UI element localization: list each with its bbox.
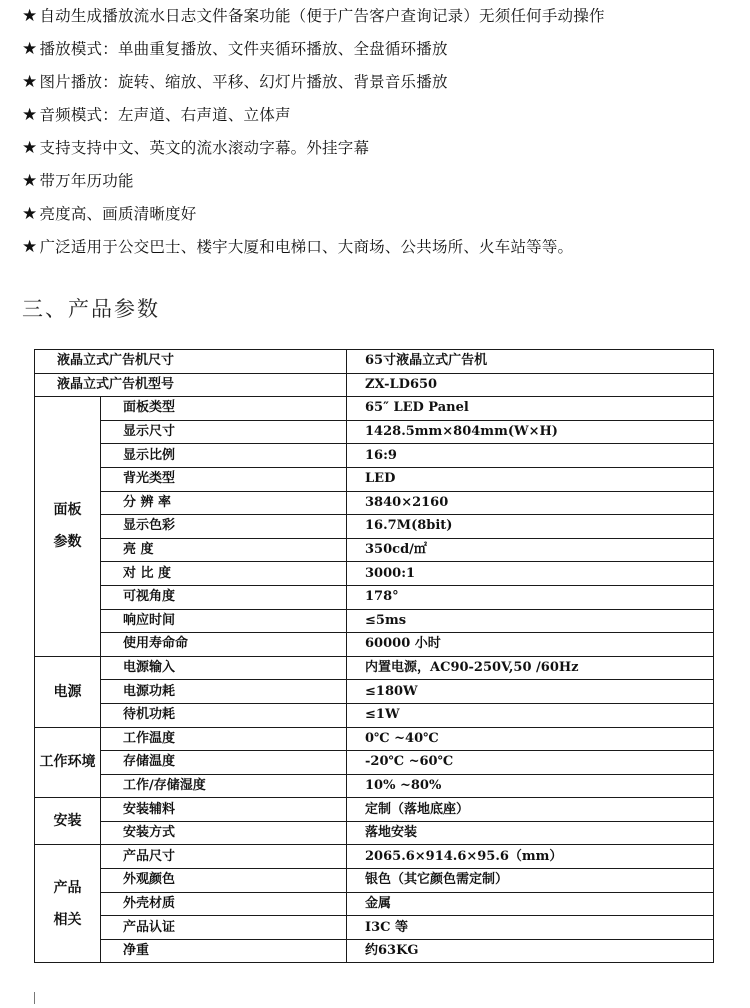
- page-edge-mark: [34, 992, 35, 1004]
- param-value: -20℃ ~60℃: [347, 751, 714, 775]
- star-icon: ★: [22, 6, 38, 26]
- star-icon: ★: [22, 72, 38, 92]
- group-label-line: 参数: [53, 534, 82, 551]
- table-row: [35, 869, 714, 893]
- param-value: ≤5ms: [347, 609, 714, 633]
- table-row: [35, 350, 714, 374]
- group-label: [35, 798, 101, 845]
- param-value: 金属: [347, 892, 714, 916]
- table-row: [35, 821, 714, 845]
- feature-text: 支持支持中文、英文的流水滚动字幕。外挂字幕: [39, 139, 370, 157]
- feature-text: 图片播放：旋转、缩放、平移、幻灯片播放、背景音乐播放: [39, 73, 448, 91]
- param-label: 电源功耗: [101, 680, 347, 704]
- table-row: [35, 515, 714, 539]
- table-row: [35, 703, 714, 727]
- table-row: [35, 491, 714, 515]
- table-row: [35, 585, 714, 609]
- param-label: 工作温度: [101, 727, 347, 751]
- param-label: 使用寿命命: [101, 633, 347, 657]
- feature-item: [22, 66, 742, 99]
- feature-text: 播放模式：单曲重复播放、文件夹循环播放、全盘循环播放: [39, 40, 448, 58]
- group-label-line: 产品: [53, 879, 82, 896]
- table-row: [35, 538, 714, 562]
- table-row: [35, 444, 714, 468]
- param-label: 安装方式: [101, 821, 347, 845]
- table-row: [35, 774, 714, 798]
- table-row: [35, 916, 714, 940]
- param-value: 350cd/㎡: [347, 538, 714, 562]
- param-label: 工作/存储湿度: [101, 774, 347, 798]
- star-icon: ★: [22, 237, 38, 257]
- param-label: 背光类型: [101, 467, 347, 491]
- param-value: 约63KG: [347, 939, 714, 963]
- feature-text: 广泛适用于公交巴士、楼宇大厦和电梯口、大商场、公共场所、火车站等等。: [39, 238, 574, 256]
- table-row: [35, 562, 714, 586]
- param-label: 显示色彩: [101, 515, 347, 539]
- param-value: 0℃ ~40℃: [347, 727, 714, 751]
- feature-item: [22, 198, 742, 231]
- param-label: 液晶立式广告机尺寸: [35, 350, 347, 374]
- feature-item: [22, 33, 742, 66]
- group-label: [35, 727, 101, 798]
- param-label: 产品尺寸: [101, 845, 347, 869]
- group-label: [35, 845, 101, 963]
- param-label: 外壳材质: [101, 892, 347, 916]
- param-label: 对 比 度: [101, 562, 347, 586]
- group-label: [35, 656, 101, 727]
- section-title: 三、产品参数: [22, 297, 160, 321]
- group-label-line: 面板: [53, 502, 82, 519]
- param-value: 16:9: [347, 444, 714, 468]
- param-value: 落地安装: [347, 821, 714, 845]
- table-row: [35, 467, 714, 491]
- param-value: 定制（落地底座）: [347, 798, 714, 822]
- group-label-line: 安装: [53, 813, 82, 830]
- feature-item: [22, 231, 742, 264]
- star-icon: ★: [22, 39, 38, 59]
- table-row: [35, 939, 714, 963]
- table-row: [35, 727, 714, 751]
- param-label: 亮 度: [101, 538, 347, 562]
- param-value: 60000 小时: [347, 633, 714, 657]
- feature-item: [22, 0, 742, 33]
- table-row: [35, 373, 714, 397]
- param-value: 1428.5mm×804mm(W×H): [347, 420, 714, 444]
- param-value: LED: [347, 467, 714, 491]
- table-row: [35, 798, 714, 822]
- table-row: [35, 609, 714, 633]
- feature-text: 带万年历功能: [39, 172, 134, 190]
- table-row: [35, 751, 714, 775]
- feature-text: 自动生成播放流水日志文件备案功能（便于广告客户查询记录）无须任何手动操作: [39, 7, 605, 25]
- param-value: 银色（其它颜色需定制）: [347, 869, 714, 893]
- param-label: 电源输入: [101, 656, 347, 680]
- table-row: [35, 420, 714, 444]
- feature-item: [22, 132, 742, 165]
- param-label: 响应时间: [101, 609, 347, 633]
- product-parameters-table: [34, 349, 714, 963]
- param-value: 3840×2160: [347, 491, 714, 515]
- group-label-line: 工作环境: [39, 754, 96, 771]
- param-value: 65寸液晶立式广告机: [347, 350, 714, 374]
- param-label: 产品认证: [101, 916, 347, 940]
- feature-text: 亮度高、画质清晰度好: [39, 205, 197, 223]
- star-icon: ★: [22, 204, 38, 224]
- feature-text: 音频模式：左声道、右声道、立体声: [39, 106, 291, 124]
- param-value: 2065.6×914.6×95.6（mm）: [347, 845, 714, 869]
- table-row: [35, 397, 714, 421]
- table-row: [35, 656, 714, 680]
- param-label: 净重: [101, 939, 347, 963]
- param-label: 可视角度: [101, 585, 347, 609]
- star-icon: ★: [22, 171, 38, 191]
- group-label: [35, 397, 101, 657]
- table-row: [35, 892, 714, 916]
- param-label: 安装辅料: [101, 798, 347, 822]
- table-row: [35, 680, 714, 704]
- feature-list: [22, 0, 742, 264]
- param-value: 16.7M(8bit): [347, 515, 714, 539]
- param-label: 液晶立式广告机型号: [35, 373, 347, 397]
- param-value: 65″ LED Panel: [347, 397, 714, 421]
- param-value: 10% ~80%: [347, 774, 714, 798]
- param-label: 待机功耗: [101, 703, 347, 727]
- param-value: 3000:1: [347, 562, 714, 586]
- table-row: [35, 633, 714, 657]
- param-label: 存储温度: [101, 751, 347, 775]
- star-icon: ★: [22, 138, 38, 158]
- param-value: ≤180W: [347, 680, 714, 704]
- feature-item: [22, 99, 742, 132]
- param-value: 178°: [347, 585, 714, 609]
- group-label-line: 相关: [53, 911, 82, 928]
- param-label: 外观颜色: [101, 869, 347, 893]
- param-label: 显示比例: [101, 444, 347, 468]
- param-value: ZX-LD650: [347, 373, 714, 397]
- group-label-line: 电源: [53, 683, 82, 700]
- param-label: 分 辨 率: [101, 491, 347, 515]
- param-label: 显示尺寸: [101, 420, 347, 444]
- feature-item: [22, 165, 742, 198]
- table-row: [35, 845, 714, 869]
- param-label: 面板类型: [101, 397, 347, 421]
- star-icon: ★: [22, 105, 38, 125]
- param-value: I3C 等: [347, 916, 714, 940]
- param-value: 内置电源，AC90-250V,50 /60Hz: [347, 656, 714, 680]
- param-value: ≤1W: [347, 703, 714, 727]
